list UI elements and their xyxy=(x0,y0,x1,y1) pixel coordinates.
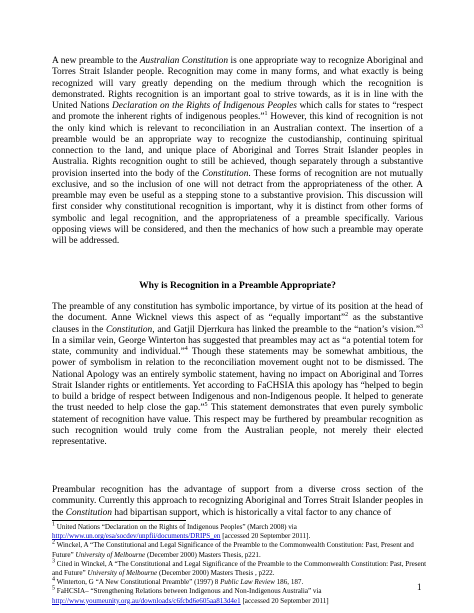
footnote-ref-4[interactable]: 4 xyxy=(184,345,188,352)
body-paragraph-intro xyxy=(52,56,423,247)
footnote-number: 3 xyxy=(52,558,55,565)
text-run: The preamble of any constitution has symbolic importance, by virtue of its position at the head of the document. Anne Wicknel views this aspect of as “equally important” xyxy=(52,302,423,324)
footnote-text: FaHCSIA– “Strengthening Relations between Indigenous and Non-Indigenous Australia” via xyxy=(55,587,322,596)
footnote-5 xyxy=(52,587,430,605)
text-run: which calls for states to “respect and promote the inherent rights of indigenous peoples.” xyxy=(52,101,423,123)
footnote-text-italic: University of Melbourne xyxy=(87,569,158,578)
footnote-ref-5[interactable]: 5 xyxy=(204,402,208,409)
page-number: 1 xyxy=(417,582,422,592)
footnote-ref-1[interactable]: 1 xyxy=(264,111,268,118)
footnote-link[interactable]: http://www.un.org/esa/socdev/unpfii/documents/DRIPS_en xyxy=(52,532,221,541)
footnote-number: 2 xyxy=(52,540,55,547)
text-run-italic: Declaration on the Rights of Indigenous Peoples xyxy=(112,101,297,111)
text-run-italic: Constitution xyxy=(65,507,112,518)
footnote-3 xyxy=(52,560,430,578)
footnote-number: 4 xyxy=(52,576,55,583)
text-run-italic: Constitution xyxy=(202,168,249,179)
text-run: . These forms of recognition are not mutually exclusive, and so the inclusion of one will not detract from the appropriateness of the other. A preamble may even be useful as a stepping stone to a substantive provision. This discussion will first consider why constitutional recognition is important, why it is distinct from other forms of symbolic and legal recognition, and the appropriateness of a preamble specifically. Various opposing views will be considered, and then the mechanics of how such a preamble may operate will be addressed. xyxy=(52,168,423,246)
text-run: A new preamble to the xyxy=(52,56,140,66)
footnotes-section xyxy=(52,523,430,606)
footnote-number: 1 xyxy=(52,521,55,528)
text-run-italic: Australian Constitution xyxy=(139,56,229,66)
footnote-text: 186, 187. xyxy=(274,578,304,587)
section-heading: Why is Recognition in a Preamble Appropriate? xyxy=(139,280,336,291)
footnote-2 xyxy=(52,541,430,559)
text-run: This statement demonstrates that even purely symbolic statement of recognition have value. This respect may be furthered by preambular recognition as such recognition would truly come from the Australian people, not merely their elected representative. xyxy=(52,403,423,447)
footnote-text-italic: Public Law Review xyxy=(220,578,275,587)
text-run: as the substantive clauses in the xyxy=(52,313,424,335)
footnote-text: [accessed 20 September 2011] xyxy=(240,596,329,605)
footnote-ref-3[interactable]: 3 xyxy=(419,323,423,330)
footnote-text: Winckel, A “The Constitutional and Legal Significance of the Preamble to the Commonwealth Constitution: Past, Present and Future” xyxy=(52,541,414,559)
footnote-1 xyxy=(52,523,430,541)
text-run: is one appropriate way to recognize Aboriginal and Torres Strait Islander people. Recognition may come in many forms, and what exactly is being recognized will vary greatly depending on the medium through which the recognition is demonstrated. Rights recognition is an important goal to strive towards, as it is in line with the United Nations xyxy=(52,56,424,111)
text-run: Preambular recognition has the advantage of support from a diverse cross section of the community. Currently this approach to recognizing Aboriginal and Torres Strait Islander peoples in the xyxy=(52,485,423,518)
text-run: However, this kind of recognition is not the only kind which is relevant to reconciliation in an Australian context. The insertion of a preamble would be an appropriate way to recognize the custodianship, continuing spiritual connection to the land, and unique place of Aboriginal and Torres Strait Islander peoples in Australia. Rights recognition ought to still be achieved, though separately through a substantive provision inserted into the body of the xyxy=(52,112,423,179)
text-run: In a similar vein, George Winterton has suggested that preambles may act as “a potential totem for state, community and individual.” xyxy=(52,335,423,357)
footnote-text: Winterton, G “A New Constitutional Preamble” (1997) 8 xyxy=(55,578,221,587)
footnote-divider xyxy=(52,520,186,521)
text-run-italic: Constitution xyxy=(106,324,153,335)
text-run: , and Gatjil Djerrkura has linked the preamble to the “nation’s vision.” xyxy=(152,324,420,335)
footnote-text: Cited in Winckel, A “The Constitutional and Legal Significance of the Preamble to the Commonwealth Constitution: Past, Present and Future” xyxy=(52,559,427,578)
footnote-link[interactable]: http://www.youmeunity.org.au/downloads/c6fcbd6e605aa813d4e1 xyxy=(52,596,241,605)
footnote-text: (December 2000) Masters Thesis , p222. xyxy=(157,569,275,578)
footnote-text: United Nations “Declaration on the Rights of Indigenous Peoples” (March 2008) via xyxy=(55,523,297,531)
body-paragraph-symbolism xyxy=(52,302,423,448)
footnote-number: 5 xyxy=(52,586,55,593)
footnote-ref-2[interactable]: 2 xyxy=(345,312,349,319)
text-run: Though these statements may be somewhat ambitious, the power of symbolism in relation to the reconciliation movement ought not to be dismissed. The National Apology was an entirely symbolic statement, having no impact on Aboriginal and Torres Strait Islander rights or entitlements. Yet according to FaCHSIA this apology has “helped to begin to build a bridge of respect between Indigenous and non-Indigenous people. It helped to generate the trust needed to help close the gap.” xyxy=(52,347,423,414)
footnote-text: [accessed 20 September 2011]. xyxy=(220,532,311,541)
footnote-text: (December 2000) Masters Thesis, p221. xyxy=(145,550,261,559)
footnote-text-italic: University of Melbourne xyxy=(75,550,146,559)
body-paragraph-support xyxy=(52,485,423,519)
text-run: had bipartisan support, which is historically a vital factor to any chance of xyxy=(111,507,392,518)
